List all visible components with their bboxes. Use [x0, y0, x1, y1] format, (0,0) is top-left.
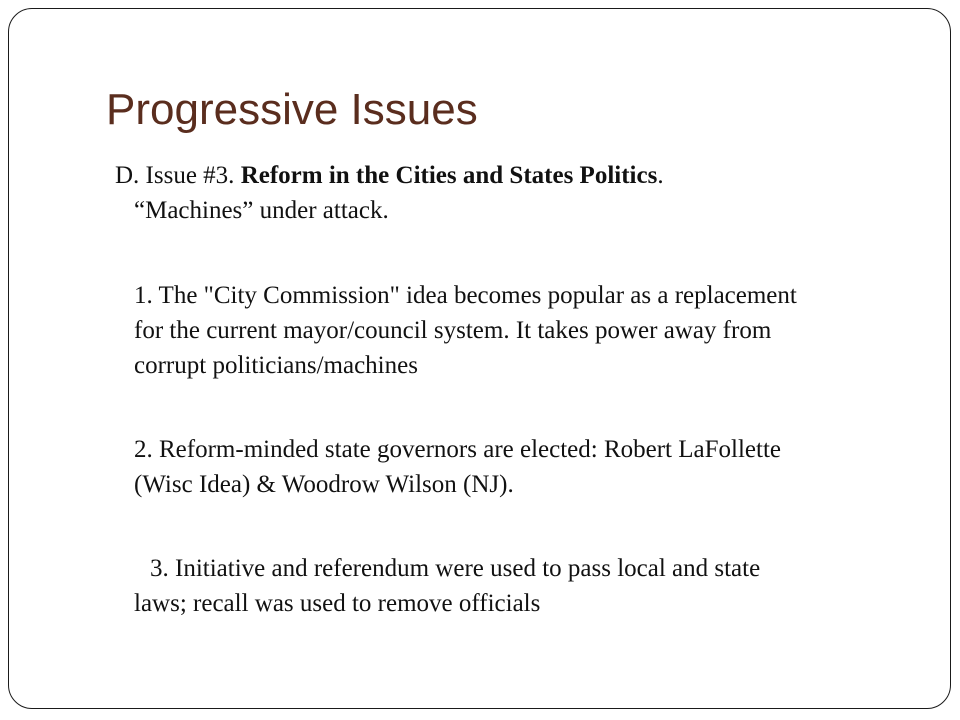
item-2-line-1: 2. Reform-minded state governors are elected: Robert LaFollette [134, 436, 781, 463]
intro-prefix: D. Issue #3. [115, 162, 241, 189]
item-1-line-1: 1. The "City Commission" idea becomes popular as a replacement [134, 282, 797, 309]
intro-bold-heading: Reform in the Cities and States Politics [240, 162, 658, 189]
intro-line-2: “Machines” under attack. [134, 197, 389, 224]
slide-title: Progressive Issues [106, 85, 478, 134]
item-2-line-2: (Wisc Idea) & Woodrow Wilson (NJ). [134, 471, 514, 498]
item-3-line-2: laws; recall was used to remove officials [134, 590, 541, 617]
item-1-line-2: for the current mayor/council system. It takes power away from [134, 317, 772, 344]
intro-line-1 [115, 158, 664, 193]
item-1-line-3: corrupt politicians/machines [134, 352, 418, 379]
item-3-line-1: 3. Initiative and referendum were used to pass local and state [150, 555, 761, 582]
intro-suffix: . [657, 162, 664, 189]
